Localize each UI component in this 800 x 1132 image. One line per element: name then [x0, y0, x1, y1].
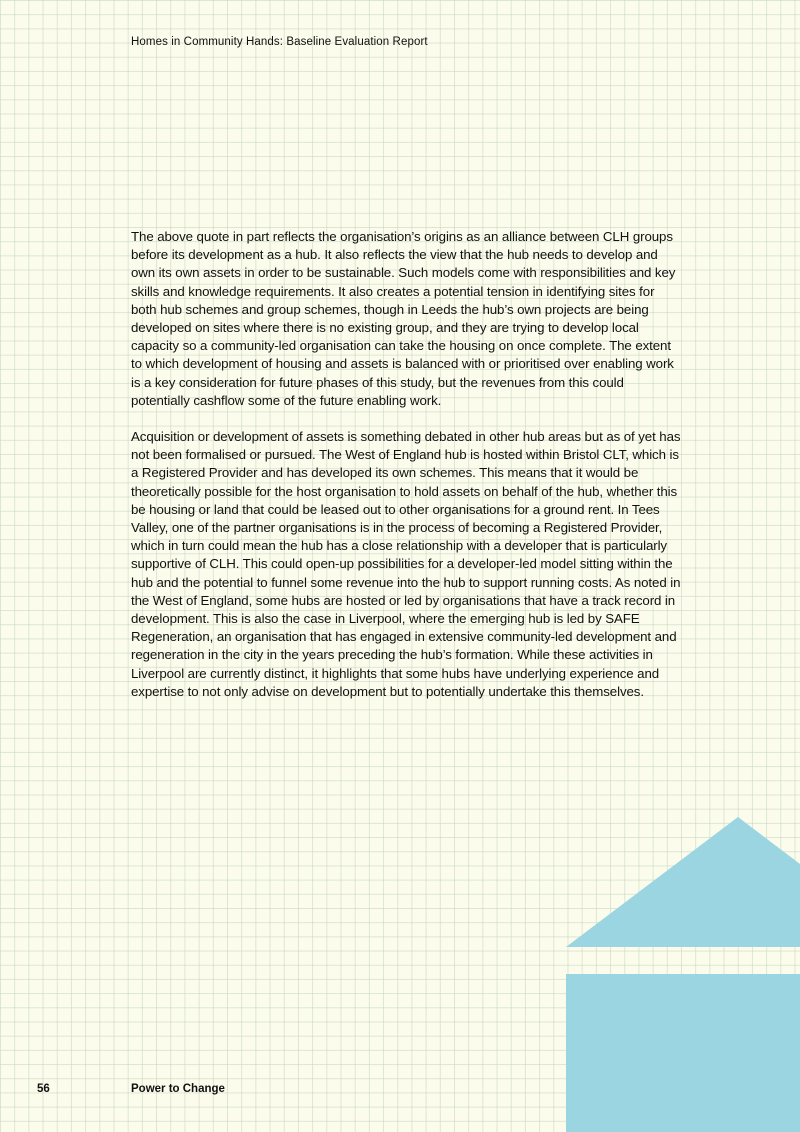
house-roof-shape: [566, 817, 800, 947]
running-header-title: Homes in Community Hands: Baseline Evaluation Report: [131, 36, 428, 48]
footer-publisher: Power to Change: [131, 1083, 225, 1095]
paragraph-hub-assets: The above quote in part reflects the organisation’s origins as an alliance between CLH groups before its development as a hub. It also reflects the view that the hub needs to develop and own its own assets in order to be sustainable. Such models come with responsibilities and key skills and knowledge requirements. It also creates a potential tension in identifying sites for both hub schemes and group schemes, though in Leeds the hub’s own projects are being developed on sites where there is no existing group, and they are trying to develop local capacity so a community-led organisation can take the housing on once complete. The extent to which development of housing and assets is balanced with or prioritised over enabling work is a key consideration for future phases of this study, but the revenues from this could potentially cashflow some of the future enabling work.: [131, 229, 676, 408]
paragraph-asset-acquisition: Acquisition or development of assets is something debated in other hub areas but as of yet has not been formalised or pursued. The West of England hub is hosted within Bristol CLT, which is a Registered Provider and has developed its own schemes. This means that it would be theoretically possible for the host organisation to hold assets on behalf of the hub, whether this be housing or land that could be leased out to other organisations for a ground rent. In Tees Valley, one of the partner organisations is in the process of becoming a Registered Provider, which in turn could mean the hub has a close relationship with a developer that is particularly supportive of CLH. This could open-up possibilities for a developer-led model sitting within the hub and the potential to funnel some revenue into the hub to support running costs. As noted in the West of England, some hubs are hosted or led by organisations that have a track record in development. This is also the case in Liverpool, where the emerging hub is led by SAFE Regeneration, an organisation that has engaged in extensive community-led development and regeneration in the city in the years preceding the hub’s formation. While these activities in Liverpool are currently distinct, it highlights that some hubs have underlying experience and expertise to not only advise on development but to potentially undertake this themselves.: [131, 429, 681, 699]
footer-page-number: 56: [37, 1083, 50, 1095]
house-roof-graphic: [566, 817, 800, 947]
house-body-graphic: [566, 974, 800, 1132]
body-text: [131, 228, 683, 719]
